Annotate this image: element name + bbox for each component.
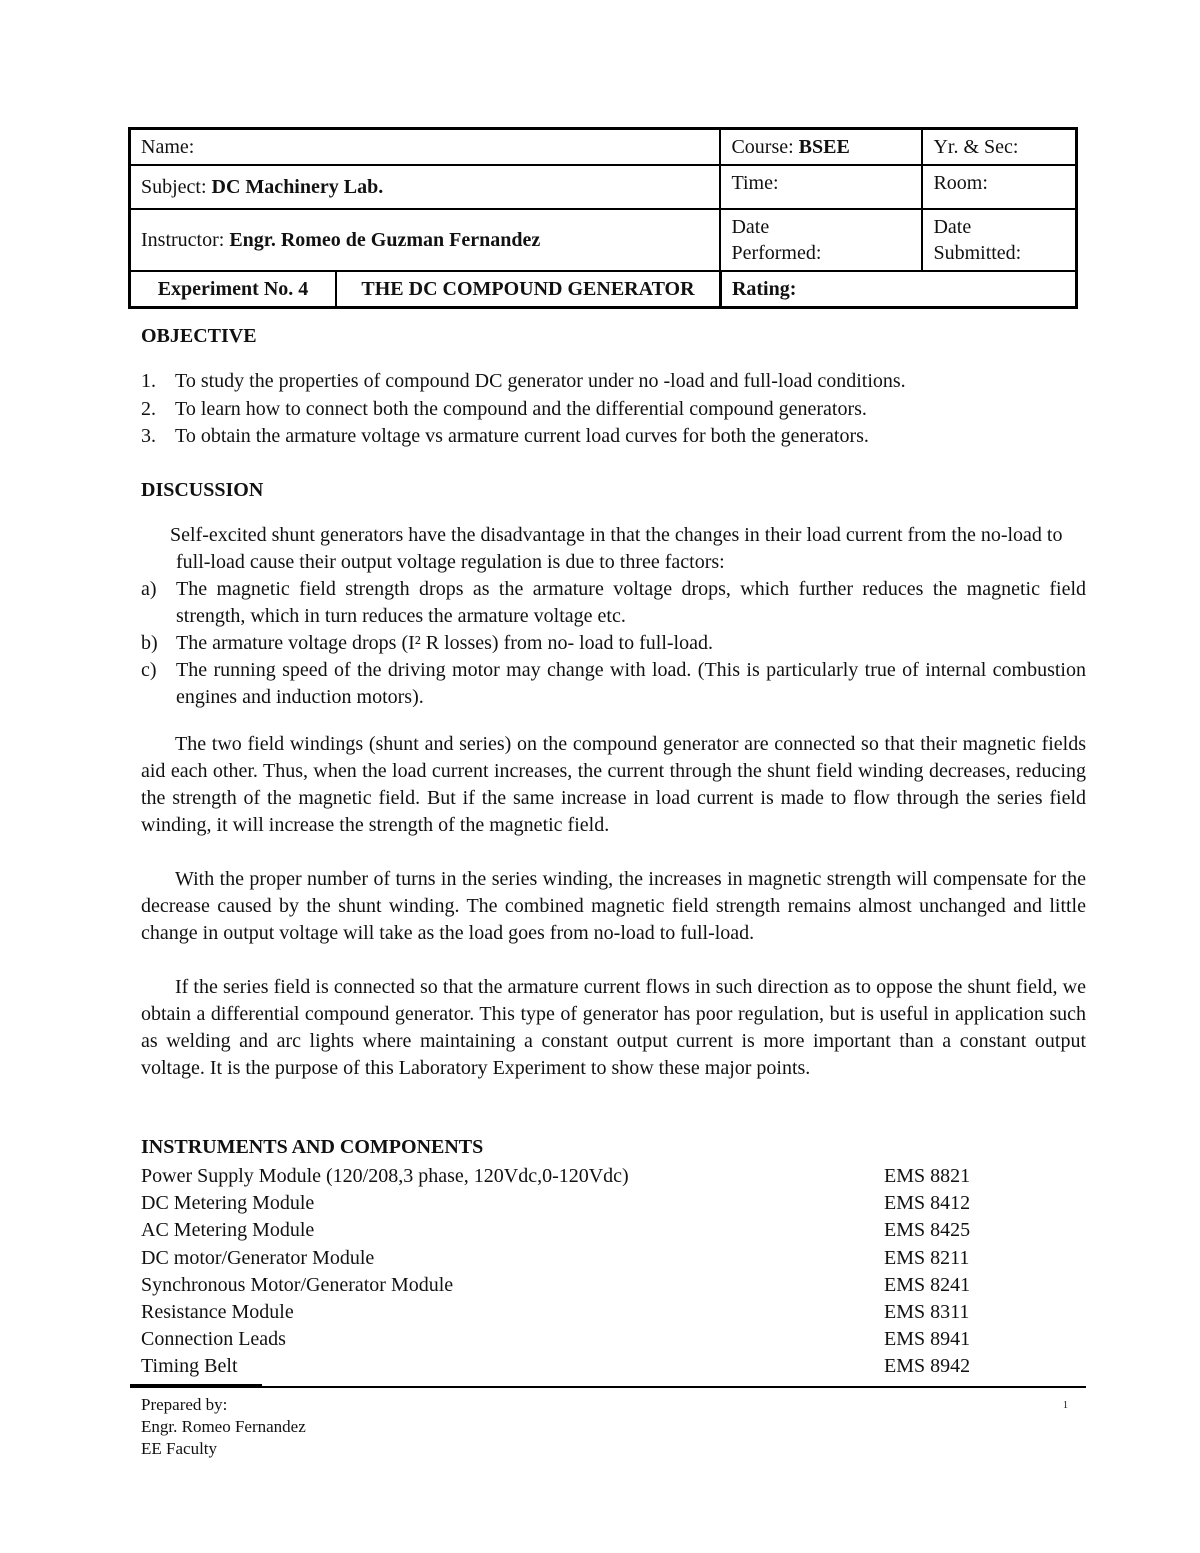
discussion-paragraph: If the series field is connected so that the armature current flows in such direction as to oppose the shunt field, we obtain a differential compound generator. This type of generator has poor regulation, but is useful in application such as welding and arc lights where maintaining a constant output current is more important than a constant output voltage. It is the purpose of this Laboratory Experiment to show these major points.	[141, 976, 1086, 1079]
list-item: Synchronous Motor/Generator Module EMS 8241	[141, 1273, 971, 1296]
list-item: 3. To obtain the armature voltage vs armature current load curves for both the generators.	[141, 425, 869, 447]
factors-list	[141, 576, 1086, 711]
list-item: AC Metering Module EMS 8425	[141, 1219, 971, 1242]
list-item: DC Metering Module EMS 8412	[141, 1192, 971, 1215]
list-item: c) The running speed of the driving motor may change with load. (This is particularly true of internal combustion engines and induction motors).	[141, 659, 1086, 708]
header-table	[128, 127, 1078, 309]
list-item: 1. To study the properties of compound DC generator under no -load and full-load conditions.	[141, 370, 906, 392]
prepared-by-label: Prepared by:	[141, 1395, 228, 1414]
instructor-cell: Instructor: Engr. Romeo de Guzman Fernandez	[130, 209, 721, 271]
list-item: Connection Leads EMS 8941	[141, 1328, 971, 1351]
course-cell: Course: BSEE	[720, 129, 922, 166]
list-item: b) The armature voltage drops (I² R losses) from no- load to full-load.	[141, 632, 713, 654]
author-name: Engr. Romeo Fernandez	[141, 1417, 306, 1436]
instruments-list	[141, 1163, 991, 1381]
footer	[141, 1394, 306, 1460]
name-cell: Name:	[130, 129, 721, 166]
instruments-heading: INSTRUMENTS AND COMPONENTS	[141, 1136, 484, 1158]
list-item: Power Supply Module (120/208,3 phase, 120Vdc,0-120Vdc) EMS 8821	[141, 1165, 971, 1187]
date-performed-cell: Date Performed:	[720, 209, 922, 271]
list-item: 2. To learn how to connect both the compound and the differential compound generators.	[141, 397, 867, 420]
rating-cell: Rating:	[720, 271, 1076, 308]
list-item: Timing Belt EMS 8942	[141, 1355, 971, 1378]
objective-heading: OBJECTIVE	[141, 325, 257, 347]
list-item: Resistance Module EMS 8311	[141, 1301, 970, 1324]
yrsec-cell: Yr. & Sec:	[922, 129, 1076, 166]
discussion-paragraph: With the proper number of turns in the series winding, the increases in magnetic strength will compensate for the decrease caused by the shunt winding. The combined magnetic field strength remains almost unchanged and little change in output voltage will take as the load goes from no-load to full-load.	[141, 868, 1086, 944]
footer-divider	[130, 1386, 1086, 1388]
room-cell: Room:	[922, 165, 1076, 209]
page-number: 1	[1063, 1400, 1068, 1411]
date-submitted-cell: Date Submitted:	[922, 209, 1076, 271]
time-cell: Time:	[720, 165, 922, 209]
subject-cell: Subject: DC Machinery Lab.	[130, 165, 721, 209]
discussion-intro: Self-excited shunt generators have the disadvantage in that the changes in their load current from the no-load to full-load cause their output voltage regulation is due to three factors:	[170, 524, 1063, 573]
discussion-heading: DISCUSSION	[141, 479, 264, 501]
author-role: EE Faculty	[141, 1439, 218, 1458]
experiment-number: Experiment No. 4	[130, 271, 337, 308]
experiment-title: THE DC COMPOUND GENERATOR	[336, 271, 720, 308]
objective-list	[141, 368, 1086, 451]
discussion-paragraph: The two field windings (shunt and series) on the compound generator are connected so that their magnetic fields aid each other. Thus, when the load current increases, the current through the shunt field winding decreases, reducing the strength of the magnetic field. But if the same increase in load current is made to flow through the series field winding, it will increase the strength of the magnetic field.	[141, 733, 1086, 836]
list-item: a) The magnetic field strength drops as the armature voltage drops, which further reduces the magnetic field strength, which in turn reduces the armature voltage etc.	[141, 578, 1086, 627]
list-item: DC motor/Generator Module EMS 8211	[141, 1246, 970, 1269]
